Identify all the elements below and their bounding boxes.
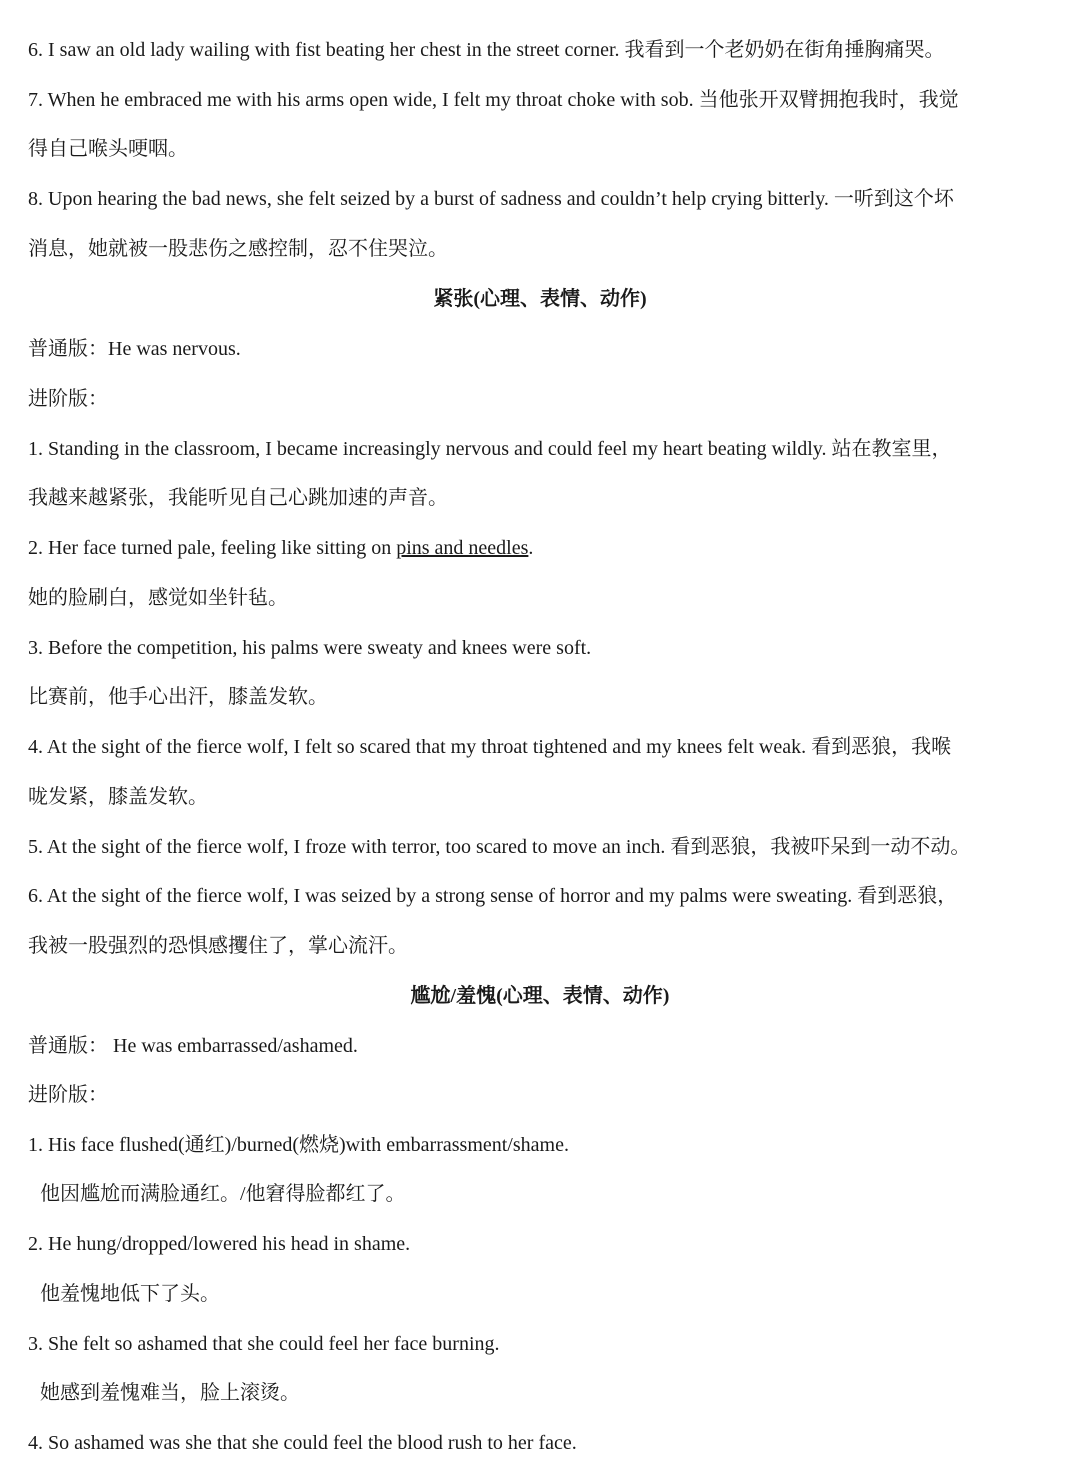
text-line: 进阶版： — [28, 388, 108, 410]
text-line: 我越来越紧张，我能听见自己心跳加速的声音。 — [28, 487, 448, 509]
text-line: 7. When he embraced me with his arms open wide, I felt my throat choke with sob. 当他张开双臂拥抱我时，我觉 — [28, 89, 959, 111]
text-line — [28, 523, 1058, 573]
text-line: 比赛前，他手心出汗，膝盖发软。 — [28, 686, 328, 708]
text-line: 6. At the sight of the fierce wolf, I was seized by a strong sense of horror and my palms were sweating. 看到恶狼， — [28, 885, 958, 907]
text-line: 3. Before the competition, his palms were sweaty and knees were soft. — [28, 637, 592, 659]
text-line: 消息，她就被一股悲伤之感控制，忍不住哭泣。 — [28, 238, 448, 260]
text-fragment: . — [528, 537, 534, 559]
text-line: 进阶版： — [28, 1084, 108, 1106]
text-line: 4. At the sight of the fierce wolf, I felt so scared that my throat tightened and my knees felt weak. 看到恶狼，我喉 — [28, 736, 952, 758]
text-line: 普通版： He was embarrassed/ashamed. — [28, 1035, 358, 1057]
text-line: 4. So ashamed was she that she could feel the blood rush to her face. — [28, 1432, 577, 1454]
text-line: 他羞愧地低下了头。 — [40, 1283, 220, 1305]
text-line: 3. She felt so ashamed that she could feel her face burning. — [28, 1333, 500, 1355]
text-line: 得自己喉头哽咽。 — [28, 138, 188, 160]
text-line: 1. His face flushed(通红)/burned(燃烧)with embarrassment/shame. — [28, 1134, 569, 1156]
text-line: 1. Standing in the classroom, I became increasingly nervous and could feel my heart beating wildly. 站在教室里， — [28, 438, 952, 460]
text-line: 他因尴尬而满脸通红。/他窘得脸都红了。 — [40, 1183, 406, 1205]
text-line: 普通版：He was nervous. — [28, 338, 241, 360]
underlined-phrase: pins and needles — [396, 537, 529, 559]
text-line: 她的脸刷白，感觉如坐针毡。 — [28, 587, 288, 609]
text-line: 8. Upon hearing the bad news, she felt seized by a burst of sadness and couldn’t help crying bitterly. 一听到这个坏 — [28, 188, 954, 210]
text-line: 她感到羞愧难当，脸上滚烫。 — [40, 1382, 300, 1404]
text-line: 我被一股强烈的恐惧感攫住了，掌心流汗。 — [28, 935, 408, 957]
text-fragment: 2. Her face turned pale, feeling like sitting on — [28, 537, 397, 559]
section-heading-nervous: 紧张(心理、表情、动作) — [433, 288, 647, 310]
text-line: 5. At the sight of the fierce wolf, I froze with terror, too scared to move an inch. 看到恶狼，我被吓呆到一动不动。 — [28, 836, 971, 858]
section-heading-embarrassed: 尴尬/羞愧(心理、表情、动作) — [410, 985, 670, 1007]
text-line: 2. He hung/dropped/lowered his head in shame. — [28, 1233, 411, 1255]
text-line: 咙发紧，膝盖发软。 — [28, 786, 208, 808]
text-line: 6. I saw an old lady wailing with fist beating her chest in the street corner. 我看到一个老奶奶在街角捶胸痛哭。 — [28, 39, 945, 61]
